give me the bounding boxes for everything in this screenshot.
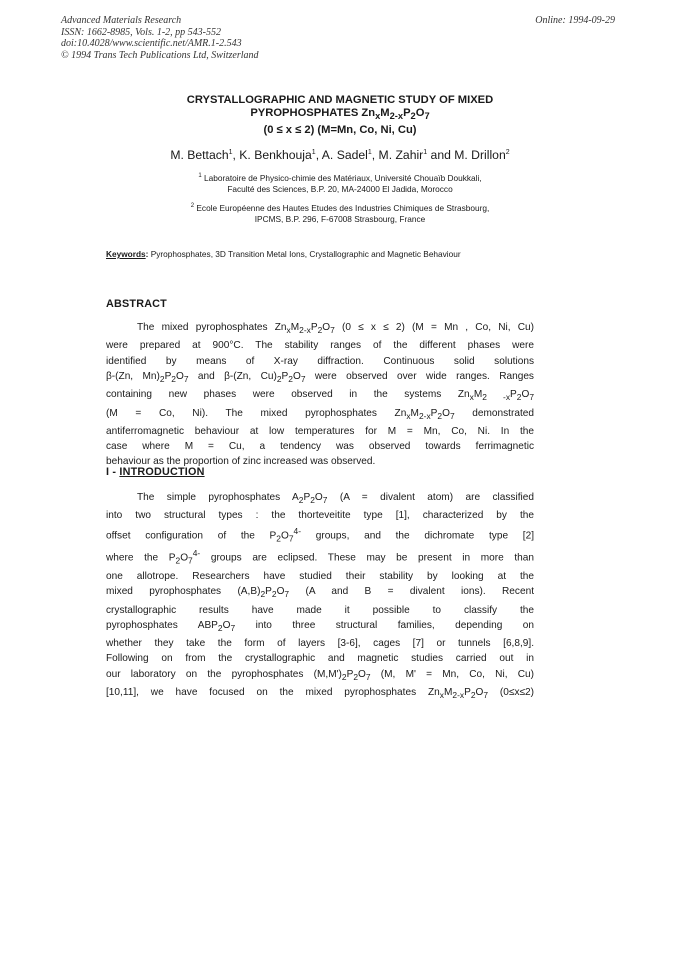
online-date: Online: 1994-09-29 [535, 15, 615, 26]
journal-name: Advanced Materials Research [61, 15, 182, 26]
issn-line: ISSN: 1662-8985, Vols. 1-2, pp 543-552 [61, 26, 221, 38]
keywords: Keywords: Pyrophosphates, 3D Transition Metal Ions, Crystallographic and Magnetic Behaviour [106, 249, 461, 259]
copyright-line: © 1994 Trans Tech Publications Ltd, Switzerland [61, 49, 259, 61]
abstract-heading: ABSTRACT [106, 298, 167, 310]
affiliation-2: $^2$ Ecole Européenne des Hautes Etudes des Industries Chimiques de Strasbourg, IPCMS, B.P. 296, F-67008 Strasbourg, France [190, 202, 490, 224]
title-line-3: (0 ≤ x ≤ 2) (M=Mn, Co, Ni, Cu) [263, 123, 417, 136]
doi-line: doi:10.4028/www.scientific.net/AMR.1-2.543 [61, 38, 242, 49]
keywords-text: Pyrophosphates, 3D Transition Metal Ions, Crystallographic and Magnetic Behaviour [148, 249, 461, 259]
affiliation-1: $^1$ Laboratoire de Physico-chimie des Matériaux, Université Chouaïb Doukkali, Faculté des Sciences, B.P. 20, MA-24000 El Jadida, Morocco [198, 172, 482, 194]
keywords-label: Keywords [106, 249, 146, 259]
title-line-1: CRYSTALLOGRAPHIC AND MAGNETIC STUDY OF MIXED [186, 94, 494, 106]
publication-info [61, 15, 259, 61]
paper-title [120, 94, 560, 137]
introduction-text: The simple pyrophosphates $A_2P_2O_7$ (A = divalent atom) are classified into two structural types : the thorteveitite type [1], characterized by the offset configuration of the $P_2O_7^{4-}$ groups, and the dichromate type [2] where the $P_2O_7^{4-}$ groups are eclipsed. These may be present in more than one allotrope. Researchers have studied their stability by looking at the mixed pyrophosphates $(A,B)_2P_2O_7$ (A and B = divalent ions). Recent crystallographic results have made it possible to classify the pyrophosphates $ABP_2O_7$ into three structural families, depending on whether they take the form of layers [3-6], cages [7] or tunnels [6,8,9]. Following on from the crystallographic and magnetic studies carried out in our laboratory on the pyrophosphates $(M,M')_2P_2O_7$ (M, M' = Mn, Co, Ni, Cu) [10,11], we have focused on the mixed pyrophosphates $Zn_xM_{2-x}P_2O_7$ (0≤x≤2) [106, 492, 535, 701]
abstract-text: The mixed pyrophosphates $Zn_xM_{2-x}P_2O_7$ (0 ≤ x ≤ 2) (M = Mn , Co, Ni, Cu) were prepared at 900°C. The stability ranges of the different phases were identified by means of X-ray diffraction. Continuous solid solutions β-(Zn, $Mn)_2P_2O_7$ and β-(Zn, $Cu)_2P_2O_7$ were observed over wide ranges. Ranges containing new phases were observed in the systems $Zn_xM_{2 -x}P_2O_7$ (M = Co, Ni). The mixed pyrophosphates $Zn_xM_{2-x}P_2O_7$ demonstrated antiferromagnetic behaviour at low temperatures for M = Mn, Co, Ni. In the case where M = Cu, a tendency was observed towards ferrimagnetic behaviour as the proportion of zinc increased was observed. [106, 322, 535, 468]
introduction-heading: I - INTRODUCTION [106, 466, 205, 478]
author-list: M. Bettach$^1$, K. Benkhouja$^1$, A. Sadel$^1$, M. Zahir$^1$ and M. Drillon$^2$ [170, 148, 510, 162]
title-line-2: PYROPHOSPHATES $Zn_xM_{2-x}P_2O_7$ [250, 107, 430, 122]
